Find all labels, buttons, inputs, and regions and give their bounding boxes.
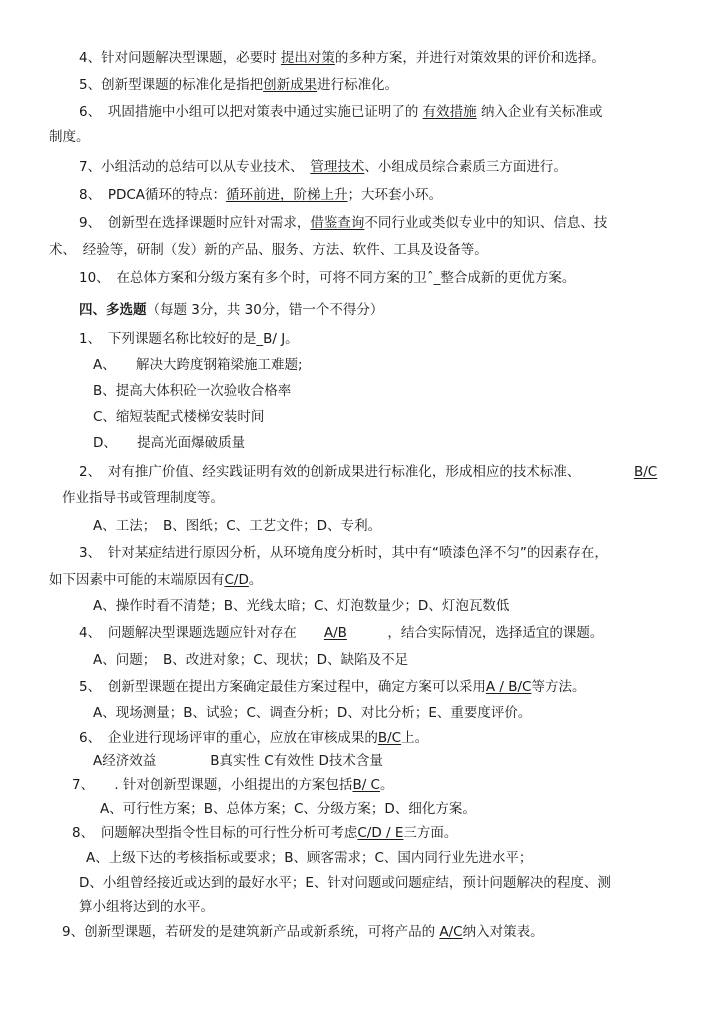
- question-text: 创新型课题的标准化是指把: [101, 77, 264, 93]
- question-number: 5、: [79, 77, 102, 93]
- mc-question-4: [79, 623, 603, 643]
- answer: 有效措施: [422, 104, 477, 120]
- question-text: 下列课题名称比较好的是_B/ J。: [107, 331, 299, 347]
- question-text: 。: [248, 572, 263, 588]
- answer: B/ C: [352, 777, 380, 793]
- question-text: 对有推广价值、经实践证明有效的创新成果进行标准化，形成相应的技术标准、: [107, 464, 581, 480]
- question-text: 企业进行现场评审的重心，应放在审核成果的: [107, 730, 378, 746]
- question-text: 纳入对策表。: [462, 924, 544, 940]
- option-c: C、缩短装配式楼梯安装时间: [93, 409, 265, 425]
- options-row: A、上级下达的考核指标或要求；B、顾客需求；C、国内同行业先进水平；: [86, 850, 533, 866]
- option-d: D、 提高光面爆破质量: [93, 435, 246, 451]
- question-number: 3、: [79, 545, 95, 561]
- question-number: 10、: [79, 270, 103, 286]
- question-number: 8、: [72, 825, 88, 841]
- question-number: 9、: [62, 924, 85, 940]
- question-text: 上。: [401, 730, 429, 746]
- question-text: 不同行业或类似专业中的知识、信息、技: [364, 215, 608, 231]
- options-row: A、工法； B、图纸；C、工艺文件；D、专利。: [93, 518, 382, 534]
- fill-question-5: [79, 75, 398, 95]
- question-text: 在总体方案和分级方案有多个时，可将不同方案的卫ˆ_整合成新的更优方案。: [116, 270, 576, 286]
- question-text: 问题解决型指令性目标的可行性分析可考虑: [100, 825, 358, 841]
- answer: C/D: [224, 572, 249, 588]
- question-number: 6、: [79, 104, 95, 120]
- answer: C/D / E: [357, 825, 404, 841]
- mc-question-1: [79, 329, 299, 349]
- answer: 循环前进，阶梯上升: [226, 187, 348, 203]
- question-text: 纳入企业有关标准或: [480, 104, 603, 120]
- question-text: 的多种方案，并进行对策效果的评价和选择。: [334, 50, 605, 66]
- options-row: A、现场测量；B、试验；C、调查分析；D、对比分析；E、重要度评价。: [93, 705, 532, 721]
- answer: 提出对策: [280, 50, 335, 66]
- question-number: 2、: [79, 464, 95, 480]
- question-text: 创新型课题，若研发的是建筑新产品或新系统，可将产品的: [84, 924, 436, 940]
- fill-question-9: [79, 213, 607, 233]
- options-row: A经济效益 B真实性 C有效性 D技术含量: [93, 753, 383, 769]
- answer: A/B: [323, 625, 347, 641]
- answer: 借鉴查询: [310, 215, 365, 231]
- answer: A/C: [439, 924, 463, 940]
- options-row: A、可行性方案；B、总体方案；C、分级方案；D、细化方案。: [100, 801, 476, 817]
- question-text: 进行标准化。: [317, 77, 399, 93]
- question-number: 6、: [79, 730, 95, 746]
- question-text: 、小组成员综合素质三方面进行。: [364, 159, 567, 175]
- mc-question-8: [72, 823, 457, 843]
- answer: A / B/C: [485, 679, 532, 695]
- question-number: 4、: [79, 625, 95, 641]
- question-text: . 针对创新型课题，小组提出的方案包括: [114, 777, 353, 793]
- question-text: ，结合实际情况，选择适宜的课题。: [387, 625, 604, 641]
- answer: 创新成果: [263, 77, 318, 93]
- section-note: （每题 3分，共 30分，错一个不得分）: [146, 302, 384, 318]
- question-text: 三方面。: [403, 825, 458, 841]
- fill-question-9-continuation: 术、 经验等，研制（发）新的产品、服务、方法、软件、工具及设备等。: [49, 242, 488, 258]
- question-text: 创新型在选择课题时应针对需求，: [107, 215, 311, 231]
- section-title: 四、多选题: [79, 302, 147, 318]
- options-row: A、问题； B、改进对象；C、现状；D、缺陷及不足: [93, 652, 409, 668]
- question-number: 9、: [79, 215, 95, 231]
- question-text: 问题解决型课题选题应针对存在: [107, 625, 297, 641]
- question-number: 5、: [79, 679, 95, 695]
- question-text: 等方法。: [531, 679, 586, 695]
- question-number: 7、: [79, 159, 102, 175]
- mc-question-3-continuation: [49, 570, 262, 590]
- section-heading: [79, 300, 383, 320]
- fill-question-6-continuation: 制度。: [49, 129, 90, 145]
- options-row: D、小组曾经接近或达到的最好水平；E、针对问题或问题症结，预计问题解决的程度、测: [79, 875, 611, 891]
- mc-question-3: [79, 543, 608, 563]
- fill-question-7: [79, 157, 567, 177]
- answer: B/C: [377, 730, 402, 746]
- mc-question-5: [79, 677, 585, 697]
- mc-question-7: [72, 775, 393, 795]
- option-b: B、提高大体积砼一次验收合格率: [93, 383, 292, 399]
- options-row: 算小组将达到的水平。: [79, 899, 214, 915]
- question-number: 7、: [72, 777, 88, 793]
- mc-question-2: [79, 462, 580, 482]
- question-number: 4、: [79, 50, 102, 66]
- question-text: ；大环套小环。: [347, 187, 443, 203]
- answer: B/C: [634, 464, 658, 480]
- answer: 管理技术: [310, 159, 365, 175]
- mc-question-2-continuation: 作业指导书或管理制度等。: [62, 490, 224, 506]
- question-text: 小组活动的总结可以从专业技术、: [101, 159, 297, 175]
- question-number: 8、: [79, 187, 95, 203]
- option-a: A、 解决大跨度钢箱梁施工难题;: [93, 357, 303, 373]
- fill-question-6: [79, 102, 602, 122]
- options-row: A、操作时看不清楚；B、光线太暗；C、灯泡数量少；D、灯泡瓦数低: [93, 598, 510, 614]
- question-number: 1、: [79, 331, 95, 347]
- question-text: 针对问题解决型课题，必要时: [101, 50, 277, 66]
- fill-question-4: [79, 48, 605, 68]
- fill-question-8: [79, 185, 442, 205]
- question-text: 如下因素中可能的末端原因有: [49, 572, 225, 588]
- question-text: 巩固措施中小组可以把对策表中通过实施已证明了的: [107, 104, 419, 120]
- question-text: PDCA循环的特点：: [107, 187, 227, 203]
- fill-question-10: [79, 268, 575, 288]
- question-text: 创新型课题在提出方案确定最佳方案过程中，确定方案可以采用: [107, 679, 486, 695]
- question-text: 。: [379, 777, 394, 793]
- mc-question-9: [62, 922, 544, 942]
- question-text: 针对某症结进行原因分析，从环境角度分析时，其中有“喷漆色泽不匀”的因素存在，: [107, 545, 608, 561]
- mc-question-6: [79, 728, 428, 748]
